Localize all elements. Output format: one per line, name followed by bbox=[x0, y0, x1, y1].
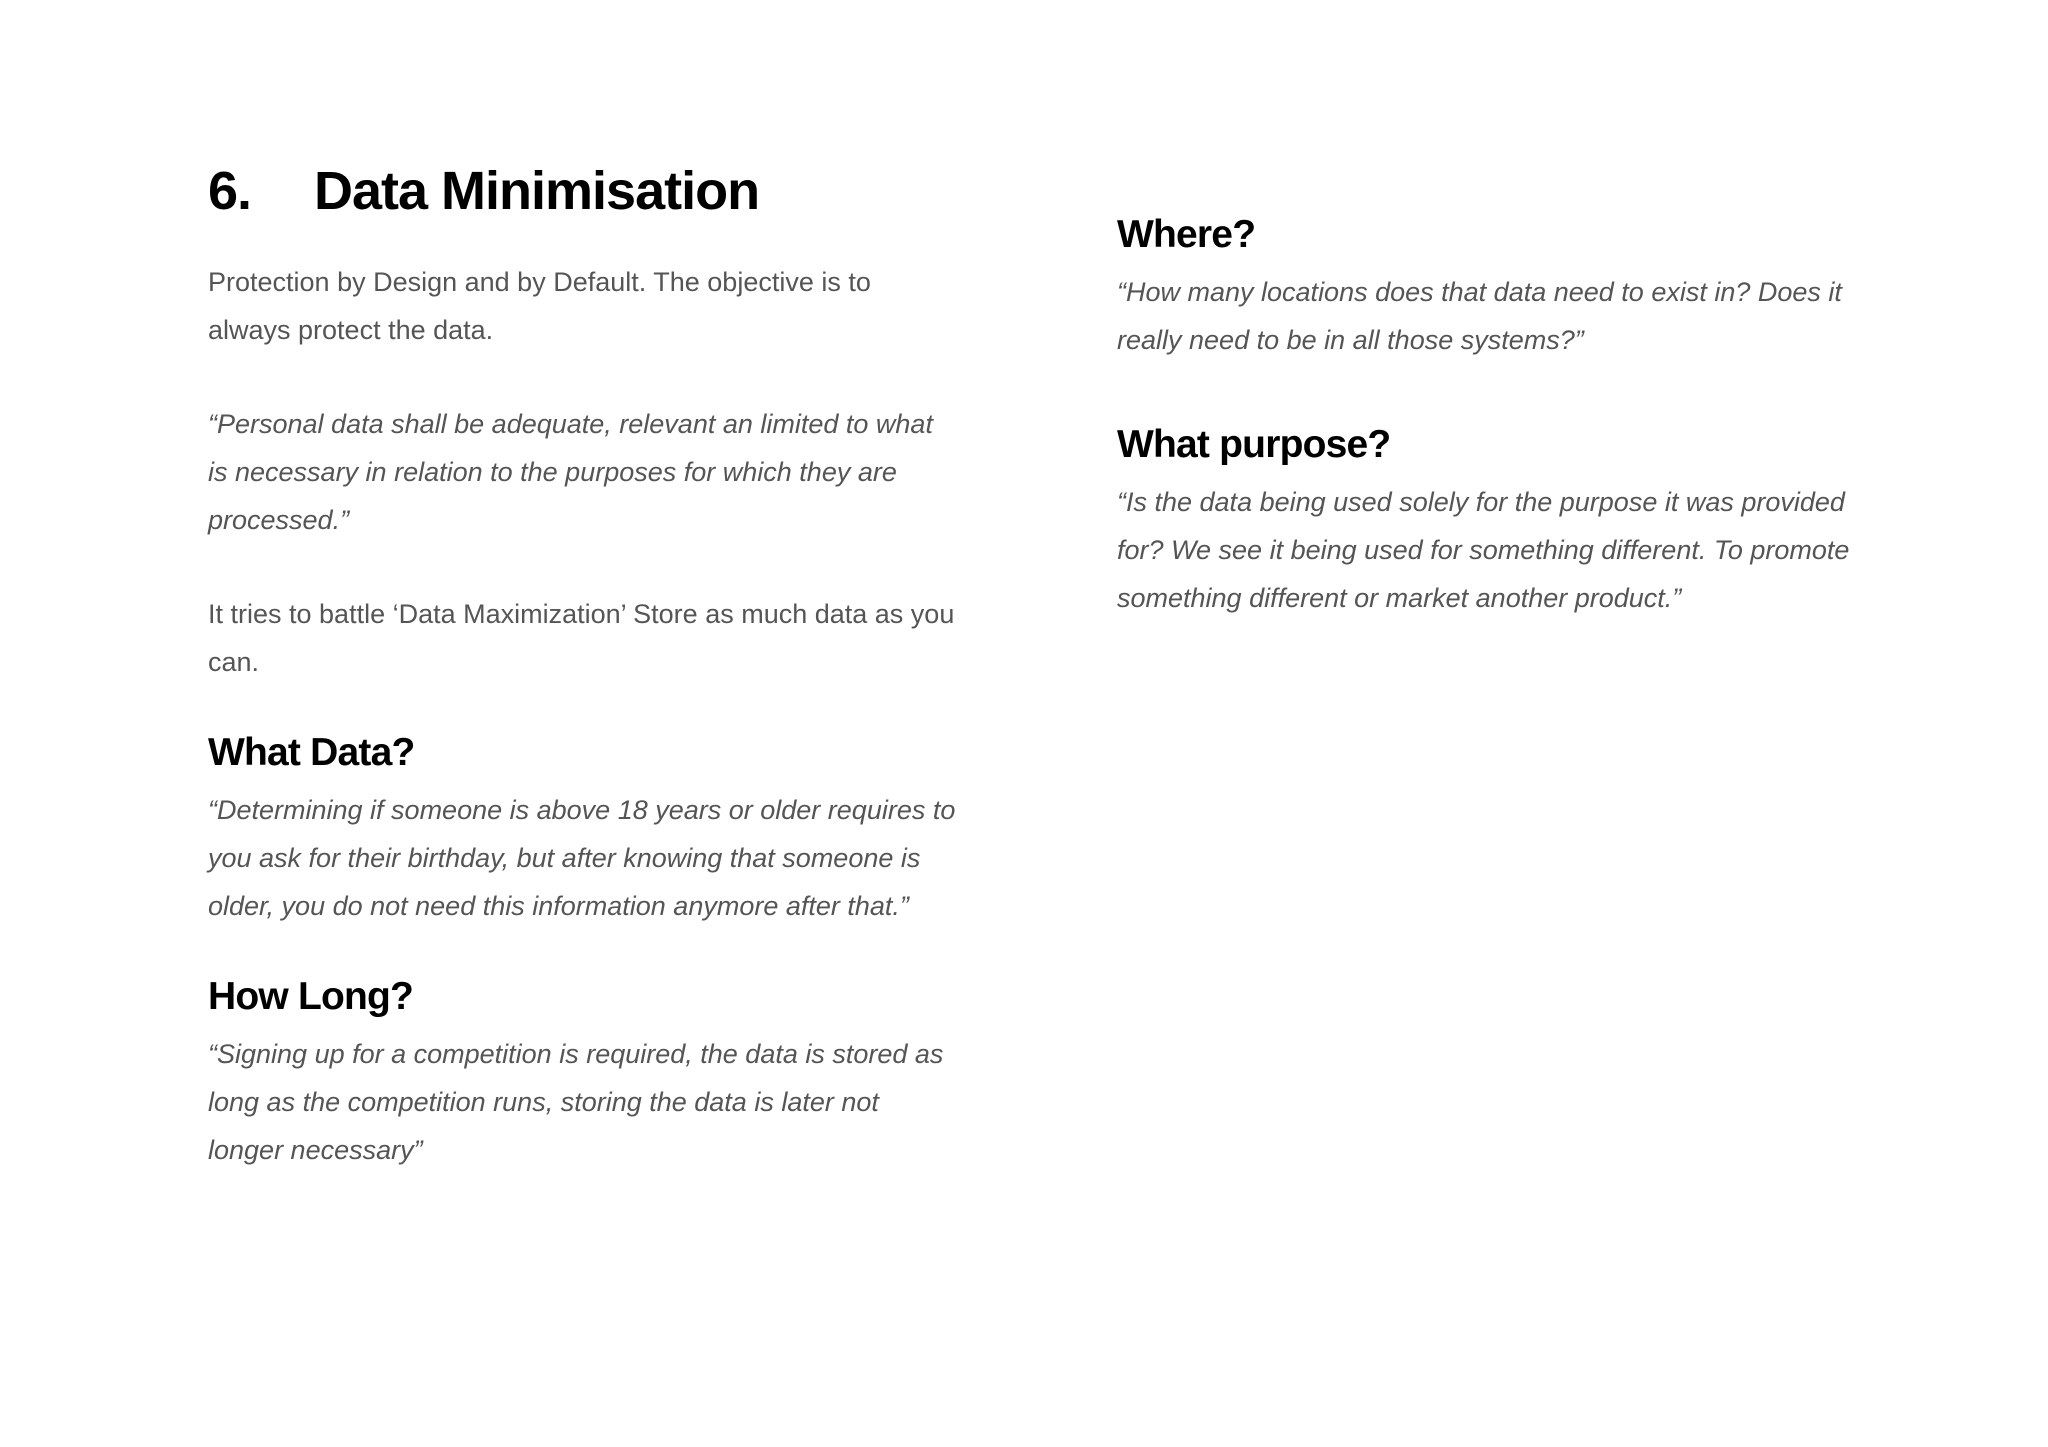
where-quote: “How many locations does that data need to exist in? Does it really need to be in all those systems?” bbox=[1117, 277, 1842, 355]
intro-paragraph: Protection by Design and by Default. The objective is to always protect the data. bbox=[208, 267, 871, 345]
what-data-heading: What Data? bbox=[208, 731, 415, 774]
how-long-heading: How Long? bbox=[208, 975, 414, 1018]
definition-quote: “Personal data shall be adequate, relevant an limited to what is necessary in relation to the purposes for which they are processed.” bbox=[208, 409, 933, 535]
right-column bbox=[1117, 208, 1877, 622]
what-purpose-heading: What purpose? bbox=[1117, 423, 1391, 466]
how-long-quote: “Signing up for a competition is required, the data is stored as long as the competition runs, storing the data is later not longer necessary” bbox=[208, 1039, 944, 1165]
what-data-quote: “Determining if someone is above 18 years or older requires to you ask for their birthday, but after knowing that someone is older, you do not need this information anymore after that.” bbox=[208, 795, 956, 921]
where-heading: Where? bbox=[1117, 213, 1256, 256]
page-title-text: Data Minimisation bbox=[314, 161, 760, 221]
left-column bbox=[208, 158, 958, 1174]
data-maximization-note: It tries to battle ‘Data Maximization’ Store as much data as you can. bbox=[208, 599, 955, 677]
section-number: 6. bbox=[208, 161, 252, 221]
what-purpose-quote: “Is the data being used solely for the purpose it was provided for? We see it being used for something different. To promote something different or market another product.” bbox=[1117, 487, 1850, 613]
page-title bbox=[208, 158, 958, 224]
